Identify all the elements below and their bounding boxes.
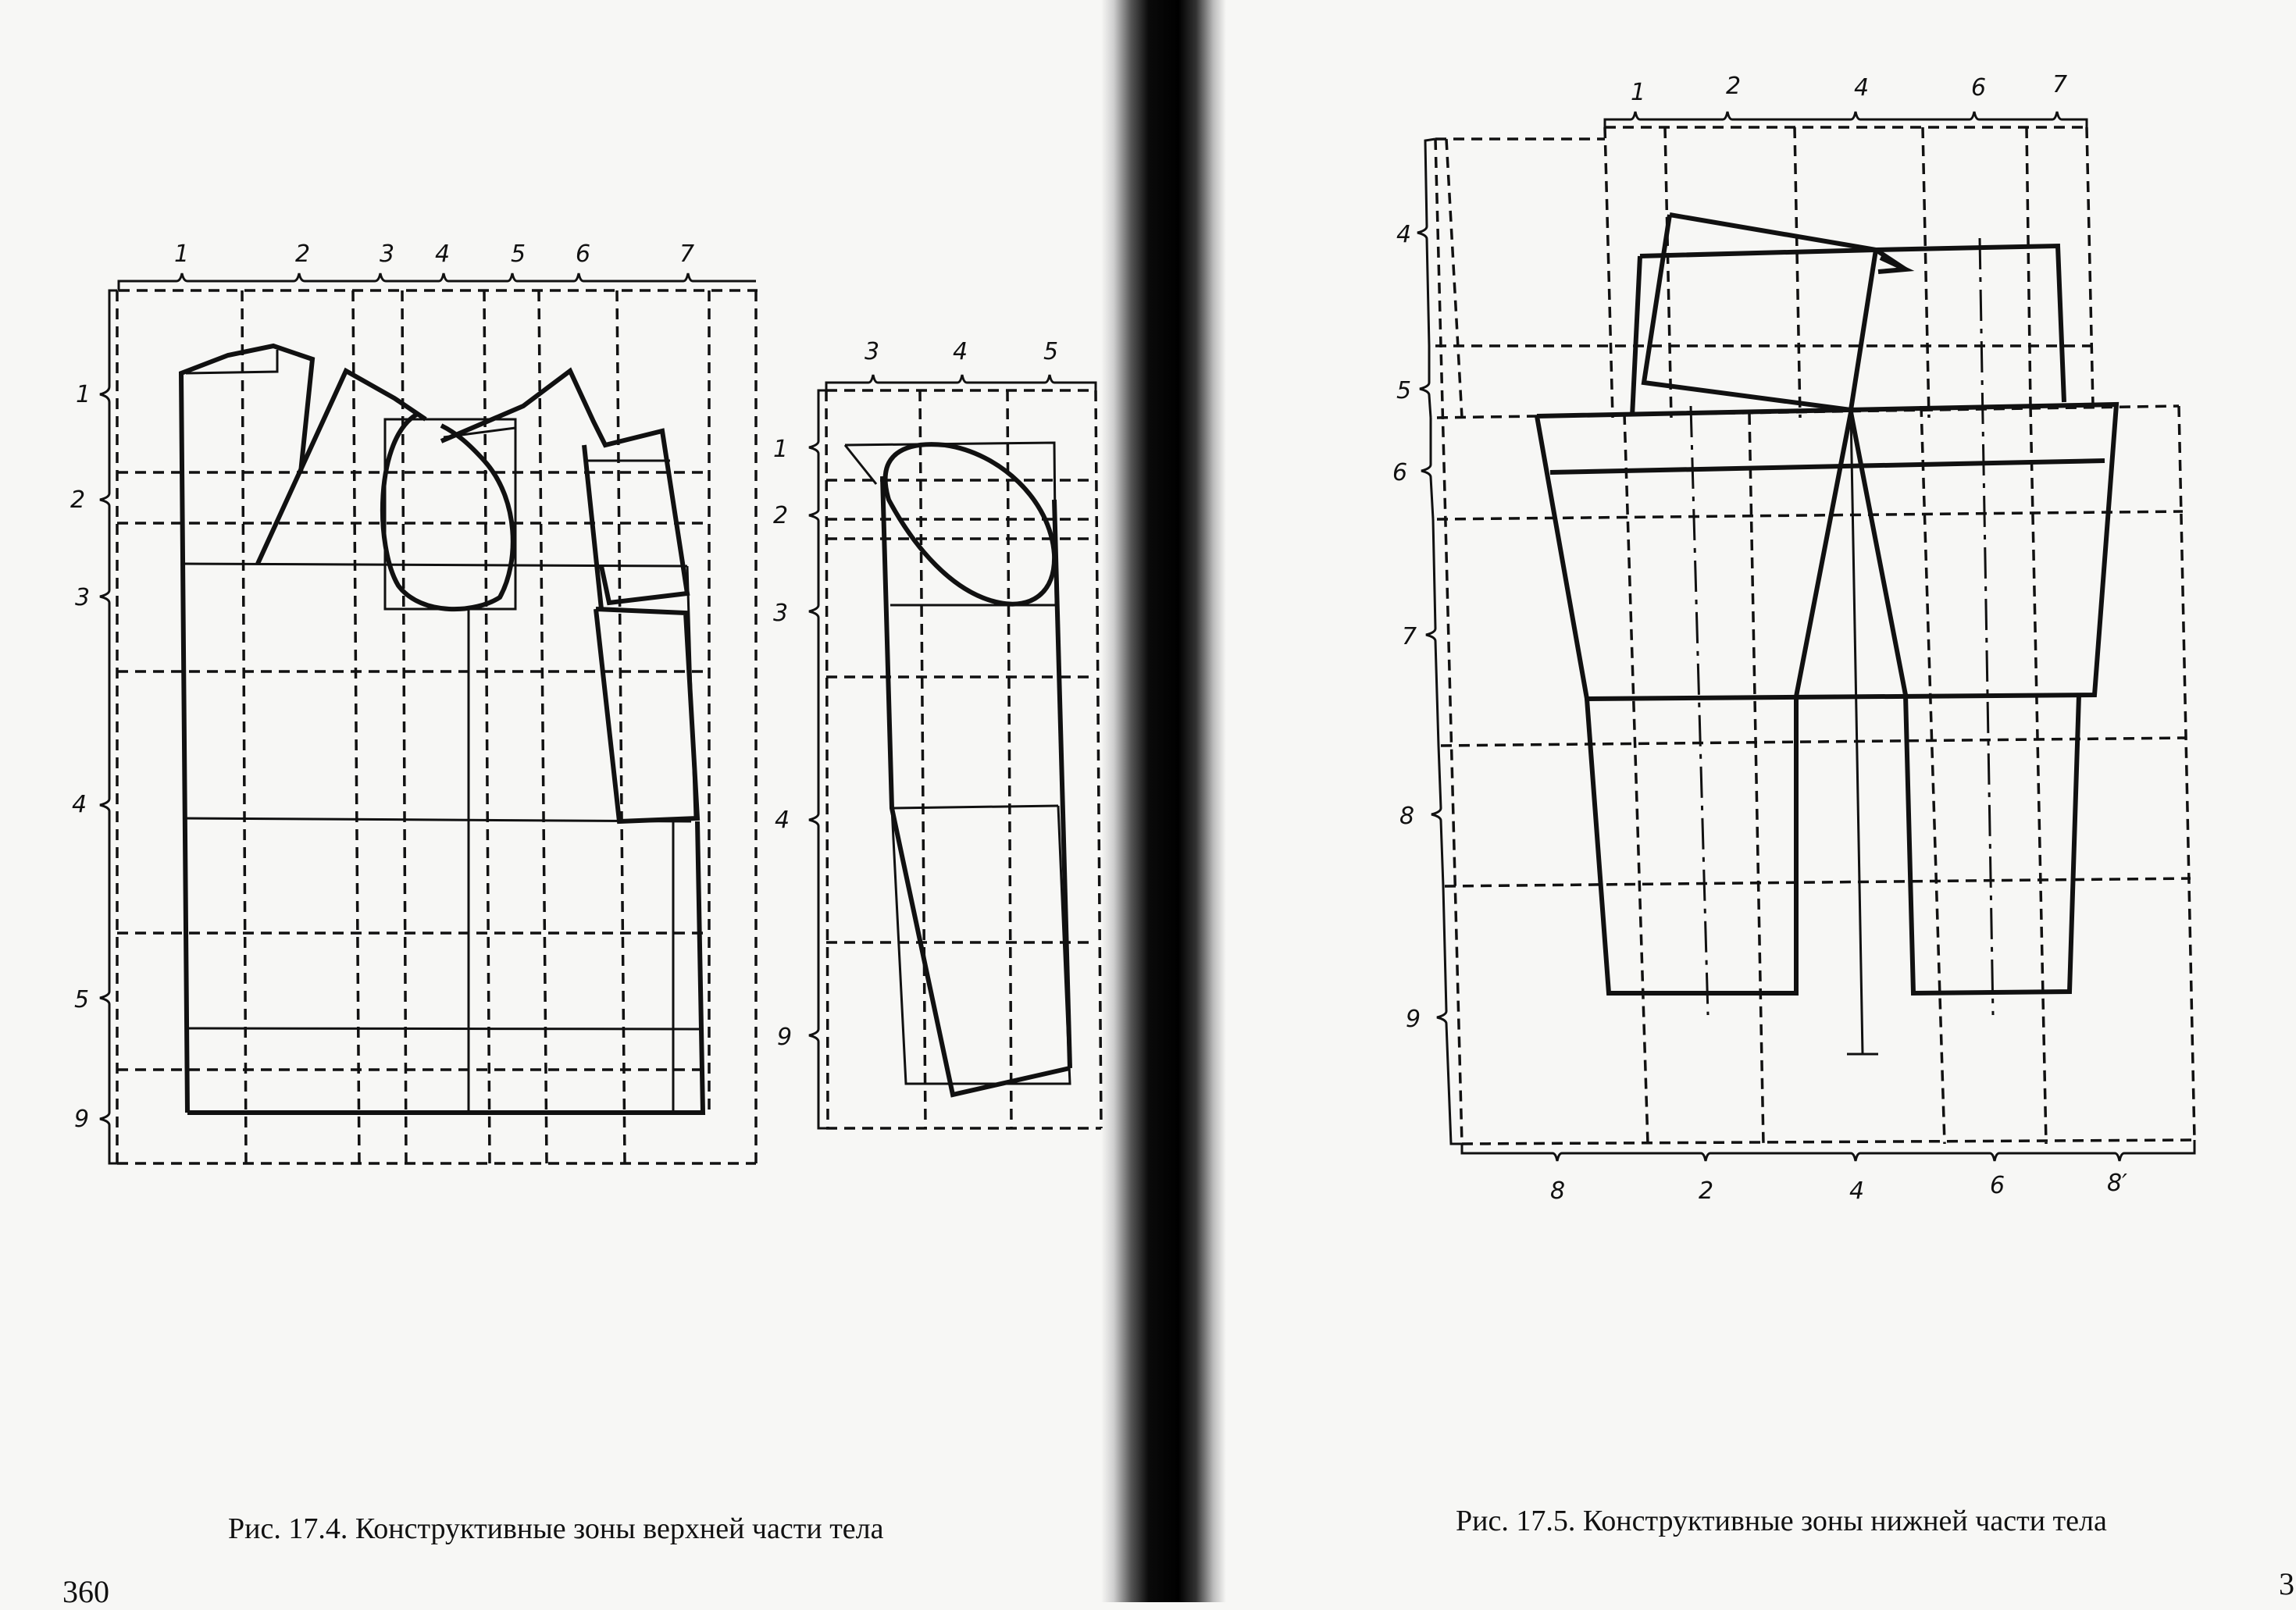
- sleeve-side-label-4: 4: [775, 807, 790, 834]
- bodice-top-label-7: 7: [679, 240, 695, 268]
- bodice-top-label-1: 1: [174, 240, 190, 268]
- bodice-side-label-9: 9: [74, 1106, 90, 1133]
- sleeve-top-label-3: 3: [865, 338, 880, 365]
- sleeve-top-label-5: 5: [1043, 338, 1059, 365]
- lower-top-label-6: 6: [1971, 74, 1987, 102]
- left-figure-caption: Рис. 17.4. Конструктивные зоны верхней части тела: [228, 1512, 884, 1545]
- bodice-side-label-1: 1: [76, 381, 91, 408]
- lower-bottom-label-8-prime: 8′: [2107, 1170, 2127, 1197]
- lower-body-top-labels: [1605, 71, 2087, 127]
- bodice-zone-grid: [117, 290, 758, 1163]
- figure-17-5-lower-body-diagram: [1392, 71, 2194, 1205]
- sleeve-side-label-2: 2: [773, 502, 789, 529]
- lower-top-label-7: 7: [2052, 71, 2068, 98]
- lower-side-label-6: 6: [1392, 459, 1408, 486]
- lower-top-label-1: 1: [1631, 79, 1646, 106]
- figure-17-4-sleeve-diagram: [773, 338, 1101, 1128]
- lower-body-side-labels: [1392, 139, 1462, 1144]
- lower-side-label-9: 9: [1406, 1006, 1421, 1033]
- sleeve-pattern-outline: [882, 444, 1070, 1095]
- bodice-side-label-4: 4: [72, 791, 87, 818]
- sleeve-top-label-4: 4: [953, 338, 968, 365]
- sleeve-side-label-9: 9: [777, 1024, 793, 1051]
- lower-top-label-2: 2: [1726, 73, 1742, 100]
- lower-side-label-8: 8: [1399, 803, 1415, 830]
- lower-side-label-7: 7: [1402, 623, 1417, 650]
- lower-top-label-4: 4: [1854, 74, 1870, 102]
- bodice-construction-lines: [184, 350, 703, 1113]
- figure-17-4-bodice-diagram: [70, 240, 758, 1163]
- bodice-top-labels: [119, 240, 756, 290]
- lower-bottom-label-8: 8: [1550, 1177, 1566, 1205]
- bodice-top-label-4: 4: [435, 240, 451, 268]
- lower-bottom-label-2: 2: [1699, 1177, 1714, 1205]
- lower-body-bottom-labels: [1462, 1140, 2194, 1205]
- lower-side-label-5: 5: [1396, 377, 1412, 404]
- lower-bottom-label-6: 6: [1990, 1172, 2005, 1199]
- lower-body-zone-grid: [1435, 127, 2194, 1144]
- sleeve-side-label-1: 1: [773, 436, 789, 463]
- right-figure-caption: Рис. 17.5. Конструктивные зоны нижней части тела: [1456, 1505, 2107, 1537]
- bodice-top-label-2: 2: [295, 240, 311, 268]
- bodice-side-label-2: 2: [70, 486, 86, 514]
- lower-bottom-label-4: 4: [1849, 1177, 1865, 1205]
- sleeve-top-labels: [826, 338, 1096, 390]
- bodice-top-label-6: 6: [576, 240, 591, 268]
- bodice-top-label-5: 5: [511, 240, 526, 268]
- sleeve-side-label-3: 3: [773, 600, 789, 627]
- left-page-number: 360: [62, 1574, 109, 1609]
- sleeve-side-labels: [773, 390, 826, 1128]
- lower-body-center-lines: [1691, 238, 1993, 1054]
- lower-side-label-4: 4: [1396, 221, 1412, 248]
- bodice-side-label-3: 3: [75, 584, 91, 611]
- right-page-number: 3: [2279, 1566, 2294, 1601]
- bodice-top-label-3: 3: [380, 240, 395, 268]
- bodice-side-labels: [70, 290, 117, 1163]
- bodice-side-label-5: 5: [74, 986, 90, 1013]
